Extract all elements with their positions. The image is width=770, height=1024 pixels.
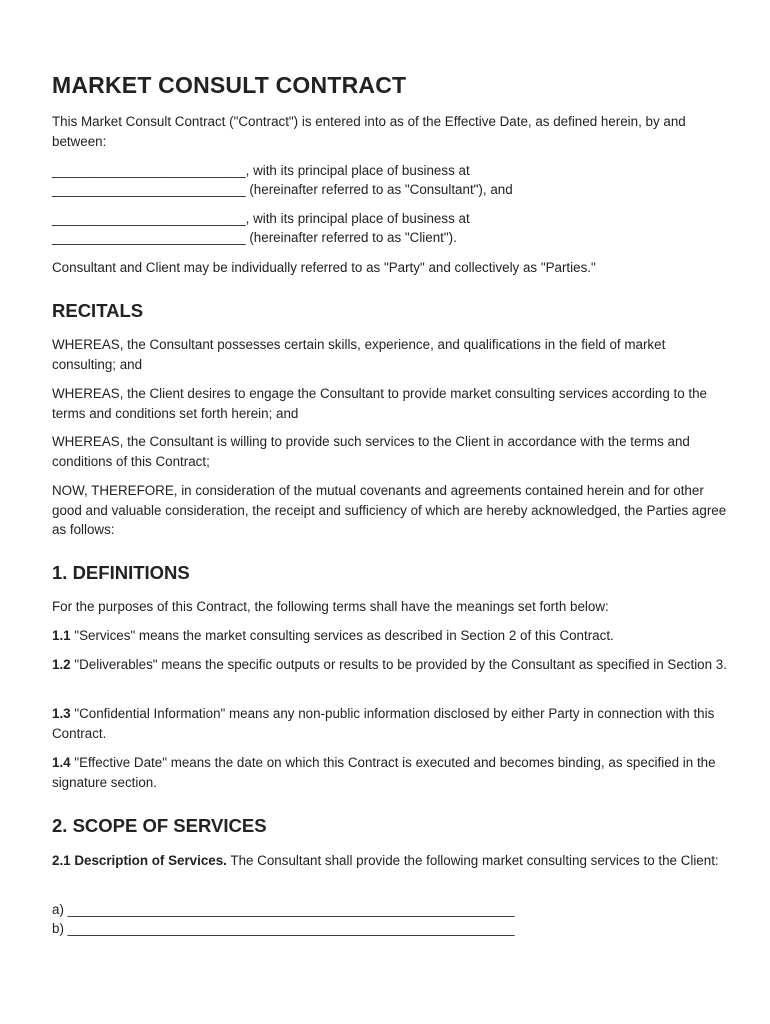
scope-blank-line-b: b) ____________________________________________________________	[52, 921, 515, 936]
definition-text: "Effective Date" means the date on which this Contract is executed and becomes binding, as specified in the signature section.	[52, 755, 716, 790]
definitions-heading: 1. DEFINITIONS	[52, 562, 190, 583]
definition-number: 1.2	[52, 657, 71, 672]
scope-blank-line-a: a) ____________________________________________________________	[52, 902, 515, 917]
party1-line2: __________________________ (hereinafter referred to as "Consultant"), and	[52, 182, 513, 197]
scope-description	[52, 851, 732, 871]
recital-whereas-3: WHEREAS, the Consultant is willing to provide such services to the Client in accordance with the terms and conditions of this Contract;	[52, 434, 690, 469]
recitals-heading: RECITALS	[52, 300, 144, 321]
recital-whereas-1: WHEREAS, the Consultant possesses certain skills, experience, and qualifications in the field of market consulting; and	[52, 337, 666, 372]
definition-number: 1.4	[52, 755, 71, 770]
recital-whereas-2: WHEREAS, the Client desires to engage the Consultant to provide market consulting services according to the terms and conditions set forth herein; and	[52, 386, 707, 421]
definition-text: "Deliverables" means the specific outputs or results to be provided by the Consultant as specified in Section 3.	[70, 657, 727, 672]
definition-number: 1.3	[52, 706, 71, 721]
parties-note: Consultant and Client may be individually referred to as "Party" and collectively as "Parties."	[52, 260, 596, 275]
party1-line1: __________________________, with its principal place of business at	[52, 163, 470, 178]
scope-subsection-text: The Consultant shall provide the following market consulting services to the Client:	[226, 853, 719, 868]
definition-number: 1.1	[52, 628, 71, 643]
definition-item	[52, 704, 732, 743]
definition-item	[52, 626, 732, 646]
intro-paragraph: This Market Consult Contract ("Contract") is entered into as of the Effective Date, as defined herein, by and between:	[52, 114, 686, 149]
party2-line2: __________________________ (hereinafter referred to as "Client").	[52, 230, 457, 245]
definition-item	[52, 753, 732, 792]
definition-text: "Confidential Information" means any non-public information disclosed by either Party in connection with this Contract.	[52, 706, 715, 741]
recital-now-therefore: NOW, THEREFORE, in consideration of the mutual covenants and agreements contained herein and for other good and valuable consideration, the receipt and sufficiency of which are hereby acknowledged, the Parties agree as follows:	[52, 483, 727, 537]
definition-text: "Services" means the market consulting services as described in Section 2 of this Contract.	[70, 628, 614, 643]
scope-heading: 2. SCOPE OF SERVICES	[52, 815, 267, 836]
definitions-intro: For the purposes of this Contract, the following terms shall have the meanings set forth below:	[52, 599, 609, 614]
scope-subsection-title: 2.1 Description of Services.	[52, 853, 227, 868]
document-title: MARKET CONSULT CONTRACT	[52, 72, 407, 98]
party2-line1: __________________________, with its principal place of business at	[52, 211, 470, 226]
definition-item	[52, 655, 732, 675]
